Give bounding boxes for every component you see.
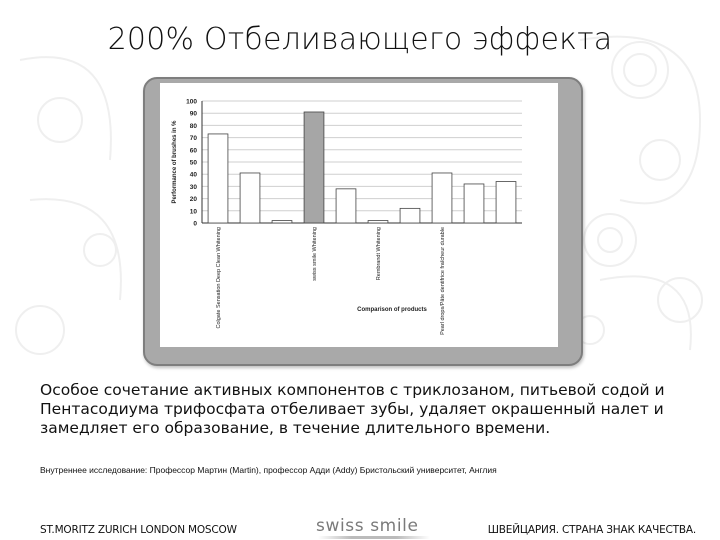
bar [464,184,484,223]
x-category-label: Rembrandt Whitening [376,227,382,281]
y-tick-label: 70 [189,135,197,143]
y-tick-label: 100 [186,98,197,106]
bar [368,221,388,223]
footer-cities: ST.MORITZ ZURICH LONDON MOSCOW [40,524,237,536]
bar-chart [160,83,558,347]
x-category-label: Pearl drops/Pâte dentifrice fraîcheur durable [440,227,446,335]
brand-logo-underline [318,536,430,539]
y-axis-title: Performance of brushes in % [172,120,178,204]
bar [336,189,356,223]
bar [272,221,292,223]
bar [496,182,516,223]
research-footnote: Внутреннее исследование: Профессор Мартин (Martin), профессор Адди (Addy) Бристольский университет, Англия [40,465,497,475]
x-category-label: swiss smile Whitening [312,227,318,281]
x-category-label: Colgate Sensation Deep Clean Whitening [216,227,222,329]
bar [304,112,324,223]
y-tick-label: 80 [189,122,197,130]
bar [432,173,452,223]
bar [240,173,260,223]
description-text: Особое сочетание активных компонентов с триклозаном, питьевой содой и Пентасодиума трифосфата отбеливает зубы, удаляет окрашенный налет и замедляет его образование, в течение длительного времени. [40,381,665,437]
y-tick-label: 60 [189,147,197,155]
y-tick-label: 0 [193,220,197,228]
y-tick-label: 50 [189,159,197,167]
y-tick-label: 90 [189,110,197,118]
y-tick-label: 20 [189,196,197,204]
y-tick-label: 40 [189,171,197,179]
y-tick-label: 10 [189,208,197,216]
slide-title: 200% Отбеливающего эффекта [107,22,613,57]
footer-slogan: ШВЕЙЦАРИЯ. СТРАНА ЗНАК КАЧЕСТВА. [487,524,696,536]
x-axis-title: Comparison of products [357,307,427,313]
bar [208,134,228,223]
y-tick-label: 30 [189,183,197,191]
bar [400,208,420,223]
brand-logo: swiss smile [316,516,419,536]
chart-panel [160,83,558,347]
